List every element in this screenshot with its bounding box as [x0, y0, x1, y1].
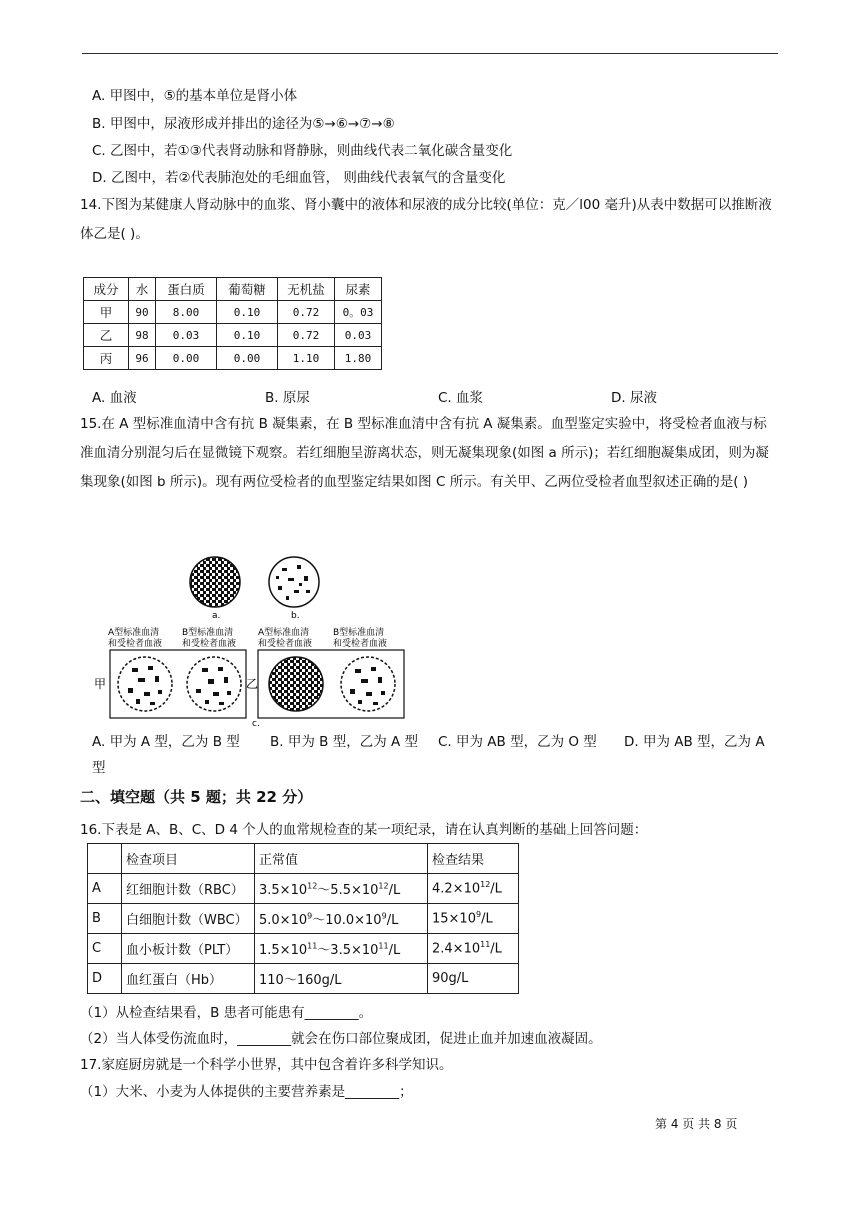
table-cell: 110～160g/L	[255, 964, 428, 994]
q16-sub1: （1）从检查结果看，B 患者可能患有________。	[80, 1005, 373, 1021]
q15-blood-type-figure	[92, 540, 422, 734]
exponent: 9	[307, 911, 313, 921]
table-cell: 0.03	[335, 324, 382, 347]
q14-option-a: A. 血液	[92, 390, 137, 406]
unit: /L	[490, 941, 502, 957]
unit: /L	[481, 911, 493, 927]
table-row	[84, 324, 382, 347]
yi-b-scattered-icon	[341, 657, 395, 711]
table-cell	[428, 904, 519, 934]
q16-sub2: （2）当人体受伤流血时，________就会在伤口部位聚成团，促进止血并加速血液凝固。	[80, 1031, 602, 1047]
table-row	[88, 904, 519, 934]
q13-option-c: C. 乙图中，若①③代表肾动脉和肾静脉，则曲线代表二氧化碳含量变化	[92, 143, 513, 159]
table-cell: 血红蛋白（Hb）	[122, 964, 255, 994]
table-cell	[428, 934, 519, 964]
table-cell: 尿素	[335, 278, 382, 301]
col3-label: A型标准血清	[258, 628, 310, 638]
table-cell: 0.72	[278, 301, 335, 324]
table-cell: C	[88, 934, 122, 964]
table-row	[84, 347, 382, 370]
table-cell: 0.03	[156, 324, 217, 347]
table-cell	[255, 874, 428, 904]
table-cell: D	[88, 964, 122, 994]
q14-option-d: D. 尿液	[611, 390, 657, 406]
label-c: c.	[252, 719, 260, 729]
table-cell: A	[88, 874, 122, 904]
table-cell: 0。03	[335, 301, 382, 324]
header-rule	[82, 53, 778, 54]
q15-stem: 15.在 A 型标准血清中含有抗 B 凝集素，在 B 型标准血清中含有抗 A 凝集素。血型鉴定实验中，将受检者血液与标准血清分别混匀后在显微镜下观察。若红细胞呈游离状态，则无凝集现象(如图 a 所示)；若红细胞凝集成团，则为凝集现象(如图 b 所示)。现有两位受检者的血型鉴定结果如图 C 所示。有关甲、乙两位受检者血型叙述正确的是( )	[80, 416, 769, 490]
table-cell	[428, 874, 519, 904]
table-row	[88, 874, 519, 904]
table-cell: 96	[129, 347, 156, 370]
col4-label: B型标准血清	[333, 628, 385, 638]
table-cell: 乙	[84, 324, 129, 347]
exponent: 11	[307, 941, 318, 951]
table-cell: 90g/L	[428, 964, 519, 994]
jia-b-scattered-icon	[187, 657, 241, 711]
table-cell: 0.00	[156, 347, 217, 370]
label-yi: 乙	[246, 677, 259, 691]
q14-stem: 14.下图为某健康人肾动脉中的血浆、肾小囊中的液体和尿液的成分比较(单位：克／l00 毫升)从表中数据可以推断液体乙是( )。	[80, 197, 772, 242]
unit: /L	[388, 883, 401, 898]
q14-option-c: C. 血浆	[438, 390, 484, 406]
table-row	[88, 964, 519, 994]
scattered-cells-icon	[269, 557, 319, 607]
normal-value: 1.5×10	[259, 943, 308, 958]
q17-stem: 17.家庭厨房就是一个科学小世界，其中包含着许多科学知识。	[80, 1057, 453, 1073]
section-title: 二、填空题（共 5 题；共 22 分）	[80, 788, 313, 806]
table-cell: 0.10	[217, 324, 278, 347]
unit: /L	[490, 881, 502, 897]
col2-label-2: 和受检者血液	[182, 639, 237, 649]
q15-option-d-wrap: 型	[92, 760, 106, 776]
table-cell: 检查项目	[122, 844, 255, 874]
table-cell	[255, 904, 428, 934]
q15-option-b: B. 甲为 B 型，乙为 A 型	[270, 734, 419, 750]
label-b: b.	[291, 611, 300, 621]
table-cell: 白细胞计数（WBC）	[122, 904, 255, 934]
table-row	[84, 301, 382, 324]
exponent: 12	[378, 881, 389, 891]
table-cell: 无机盐	[278, 278, 335, 301]
exponent: 9	[475, 910, 482, 920]
exponent: 9	[381, 911, 387, 921]
table-cell: 0.72	[278, 324, 335, 347]
normal-value: 5.0×10	[259, 913, 308, 928]
table-cell: 甲	[84, 301, 129, 324]
table-cell: 1.80	[335, 347, 382, 370]
q15-option-a: A. 甲为 A 型，乙为 B 型	[92, 734, 240, 750]
unit: /L	[386, 913, 399, 928]
q16-table	[87, 843, 519, 994]
agglutination-dense-icon	[190, 557, 240, 607]
table-cell: 血小板计数（PLT）	[122, 934, 255, 964]
table-cell	[255, 934, 428, 964]
exponent: 11	[378, 941, 389, 951]
table-row	[88, 934, 519, 964]
normal-value: ～5.5×10	[317, 883, 379, 898]
col3-label-2: 和受检者血液	[258, 639, 313, 649]
table-cell: 葡萄糖	[217, 278, 278, 301]
table-cell: 90	[129, 301, 156, 324]
table-cell: 蛋白质	[156, 278, 217, 301]
table-cell	[88, 844, 122, 874]
col2-label: B型标准血清	[182, 628, 234, 638]
q15-option-d: D. 甲为 AB 型，乙为 A	[624, 734, 765, 750]
table-cell: B	[88, 904, 122, 934]
table-cell: 检查结果	[428, 844, 519, 874]
result-value: 15×10	[432, 911, 476, 927]
q17-sub1: （1）大米、小麦为人体提供的主要营养素是________；	[80, 1084, 413, 1100]
q16-stem: 16.下表是 A、B、C、D 4 个人的血常规检查的某一项纪录，请在认真判断的基础上回答问题：	[80, 822, 648, 838]
col4-label-2: 和受检者血液	[333, 639, 388, 649]
table-row	[88, 844, 519, 874]
normal-value: ～10.0×10	[312, 913, 382, 928]
exponent: 12	[307, 881, 318, 891]
page-footer: 第 4 页 共 8 页	[655, 1117, 738, 1131]
normal-value: 3.5×10	[259, 883, 308, 898]
table-cell: 成分	[84, 278, 129, 301]
table-cell: 丙	[84, 347, 129, 370]
q14-table	[83, 277, 382, 370]
q14-table-header	[84, 278, 382, 301]
table-cell: 98	[129, 324, 156, 347]
table-cell: 0.00	[217, 347, 278, 370]
normal-value: ～3.5×10	[317, 943, 379, 958]
q13-option-d: D. 乙图中，若②代表肺泡处的毛细血管， 则曲线代表氧气的含量变化	[92, 170, 506, 186]
q13-option-a: A. 甲图中，⑤的基本单位是肾小体	[92, 88, 298, 104]
yi-a-agglutinated-icon	[269, 657, 323, 711]
col1-label: A型标准血清	[108, 628, 160, 638]
q14-option-b: B. 原尿	[265, 390, 310, 406]
table-cell: 8.00	[156, 301, 217, 324]
label-jia: 甲	[94, 677, 107, 691]
jia-a-scattered-icon	[118, 657, 172, 711]
table-cell: 红细胞计数（RBC）	[122, 874, 255, 904]
unit: /L	[388, 943, 401, 958]
col1-label-2: 和受检者血液	[108, 639, 163, 649]
q13-option-b: B. 甲图中，尿液形成并排出的途径为⑤→⑥→⑦→⑧	[92, 116, 395, 132]
exponent: 12	[480, 880, 491, 890]
exponent: 11	[480, 940, 491, 950]
result-value: 2.4×10	[432, 941, 481, 957]
q15-option-c: C. 甲为 AB 型，乙为 O 型	[438, 734, 597, 750]
table-cell: 水	[129, 278, 156, 301]
result-value: 4.2×10	[432, 881, 481, 897]
table-cell: 1.10	[278, 347, 335, 370]
label-a: a.	[212, 611, 221, 621]
table-cell: 0.10	[217, 301, 278, 324]
table-cell: 正常值	[255, 844, 428, 874]
